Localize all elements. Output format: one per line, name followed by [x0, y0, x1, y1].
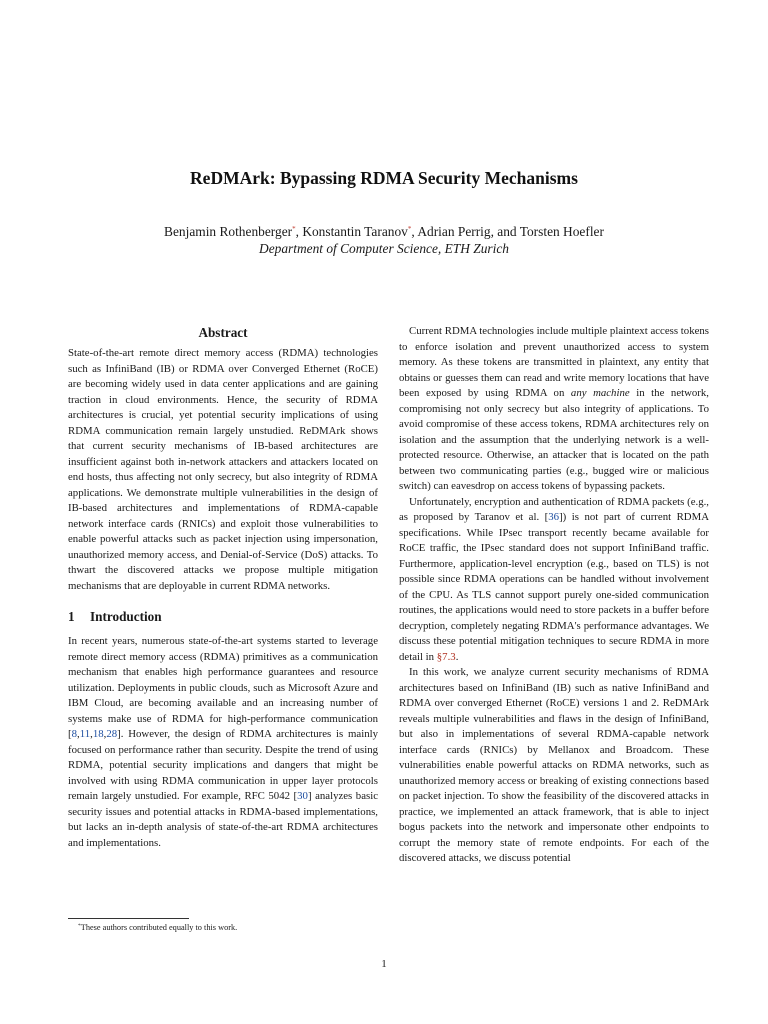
abstract-heading: Abstract	[198, 325, 248, 340]
intro-paragraph-4: In this work, we analyze current security mechanisms of RDMA architectures based on InfiniBand (IB) such as native InfiniBand and RDMA over converged Ethernet (RoCE) versions 1 and 2. ReDMArk reveals multiple vulnerabilities and flaws in the design of InfiniBand, but also in implementations of several RDMA-capable network interface cards (RNICs) by Mellanox and Broadcom. These vulnerabilities enable powerful attacks on RDMA networks, such as unauthorized memory access or breaking of existing connections based on packet injection. To show the feasibility of the discovered attacks in practice, we implemented an attack framework, that is able to inject bogus packets into the network and impersonate other endpoints to corrupt the memory state of remote endpoints. For each of the discovered attacks, we discuss potential	[399, 666, 709, 864]
paper-title: ReDMArk: Bypassing RDMA Security Mechanisms	[190, 168, 578, 188]
equal-contribution-mark: *	[407, 225, 412, 233]
citation-link[interactable]: 11	[79, 728, 91, 740]
emphasis-text: any machine	[570, 387, 630, 399]
equal-contribution-mark: *	[292, 225, 296, 233]
citation-link[interactable]: 8	[71, 728, 78, 740]
footnote-text: These authors contributed equally to this work.	[80, 923, 238, 932]
citation-link[interactable]: 28	[106, 728, 118, 740]
right-column	[399, 324, 709, 867]
section-title: Introduction	[90, 609, 162, 624]
section-reference-link[interactable]: §7.3	[436, 650, 456, 663]
intro-paragraph-2: Current RDMA technologies include multiple plaintext access tokens to enforce isolation and prevent unauthorized access to system memory. As these tokens are transmitted in plaintext, any entity that obtains or guesses them can read and write memory locations that have been exposed by using RDMA on any machine in the network, compromising not only secrecy but also integrity of applications. To avoid compromise of these access tokens, RDMA architectures rely on isolation and the assumption that the underlying network is a well-protected resource. Otherwise, an attacker that is located on the path between two communicating parties (e.g., bugged wire or malicious switch) can eavesdrop on access tokens of bypassing packets.	[399, 325, 710, 492]
author-name: Konstantin Taranov	[302, 224, 408, 239]
section-number: 1	[68, 609, 75, 624]
citation-link[interactable]: 36	[548, 511, 560, 523]
left-column	[68, 324, 378, 851]
footnote	[78, 922, 237, 933]
intro-paragraph-1: In recent years, numerous state-of-the-art systems started to leverage remote direct memory access (RDMA) primitives as a communication mechanism that enables high performance guarantees and resource utilization. Deployments in public clouds, such as Microsoft Azure and IBM Cloud, are becoming available and an increasing number of systems make use of RDMA for high-performance communication [8,11,18,28]. However, the design of RDMA architectures is mainly focused on performance rather than security. Despite the trend of using RDMA, potential security implications and dangers that might be involved with using RDMA communication in upper layer protocols remain largely unstudied. For example, RFC 5042 [30] analyzes basic security issues and potential attacks in RDMA-based implementations, but lacks an in-depth analysis of state-of-the-art RDMA architectures and implementations.	[68, 635, 378, 849]
abstract-text: State-of-the-art remote direct memory access (RDMA) technologies such as InfiniBand (IB) or RDMA over Converged Ethernet (RoCE) are becoming widely used in data center applications and are gaining traction in cloud environments. Hence, the security of RDMA architectures is crucial, yet potential security implications of using RDMA communication remain largely unstudied. ReDMArk shows that current security mechanisms of IB-based architectures are insufficient against both in-network attackers and attackers located on end hosts, thus affecting not only secrecy, but also integrity of RDMA applications. We demonstrate multiple vulnerabilities in the design of IB-based architectures and implementations of RDMA-capable network interface cards (RNICs) and exploit those vulnerabilities to enable powerful attacks such as packet injection using impersonation, unauthorized memory access, and Denial-of-Service (DoS) attacks. To thwart the discovered attacks we propose multiple mitigation mechanisms that are deployable in current RDMA networks.	[68, 347, 378, 592]
author-name: Adrian Perrig, and Torsten Hoefler	[417, 224, 604, 239]
affiliation: Department of Computer Science, ETH Zurich	[259, 241, 509, 256]
author-name: Benjamin Rothenberger	[164, 224, 293, 239]
citation-link[interactable]: 30	[297, 790, 308, 802]
author-list: Benjamin Rothenberger*, Konstantin Taranov*, Adrian Perrig, and Torsten Hoefler	[164, 224, 604, 239]
section-heading-introduction	[68, 608, 378, 625]
page-number: 1	[381, 958, 387, 970]
footnote-divider	[68, 918, 189, 919]
intro-paragraph-3: Unfortunately, encryption and authentication of RDMA packets (e.g., as proposed by Taranov et al. [36]) is not part of current RDMA specifications. While IPsec transport recently became available for RoCE traffic, the IPsec standard does not support InfiniBand traffic. Furthermore, application-level encryption (e.g., based on TLS) is not possible since RDMA operations can be handled without involvement of the CPU. As TLS cannot support purely one-sided communication routines, the applications would need to store packets in a buffer before decryption, completely negating RDMA's performance advantages. We discuss these potential mitigation techniques to secure RDMA in more detail in §7.3.	[399, 495, 709, 663]
footnote-mark: *	[78, 923, 81, 929]
citation-link[interactable]: 18	[92, 728, 104, 740]
